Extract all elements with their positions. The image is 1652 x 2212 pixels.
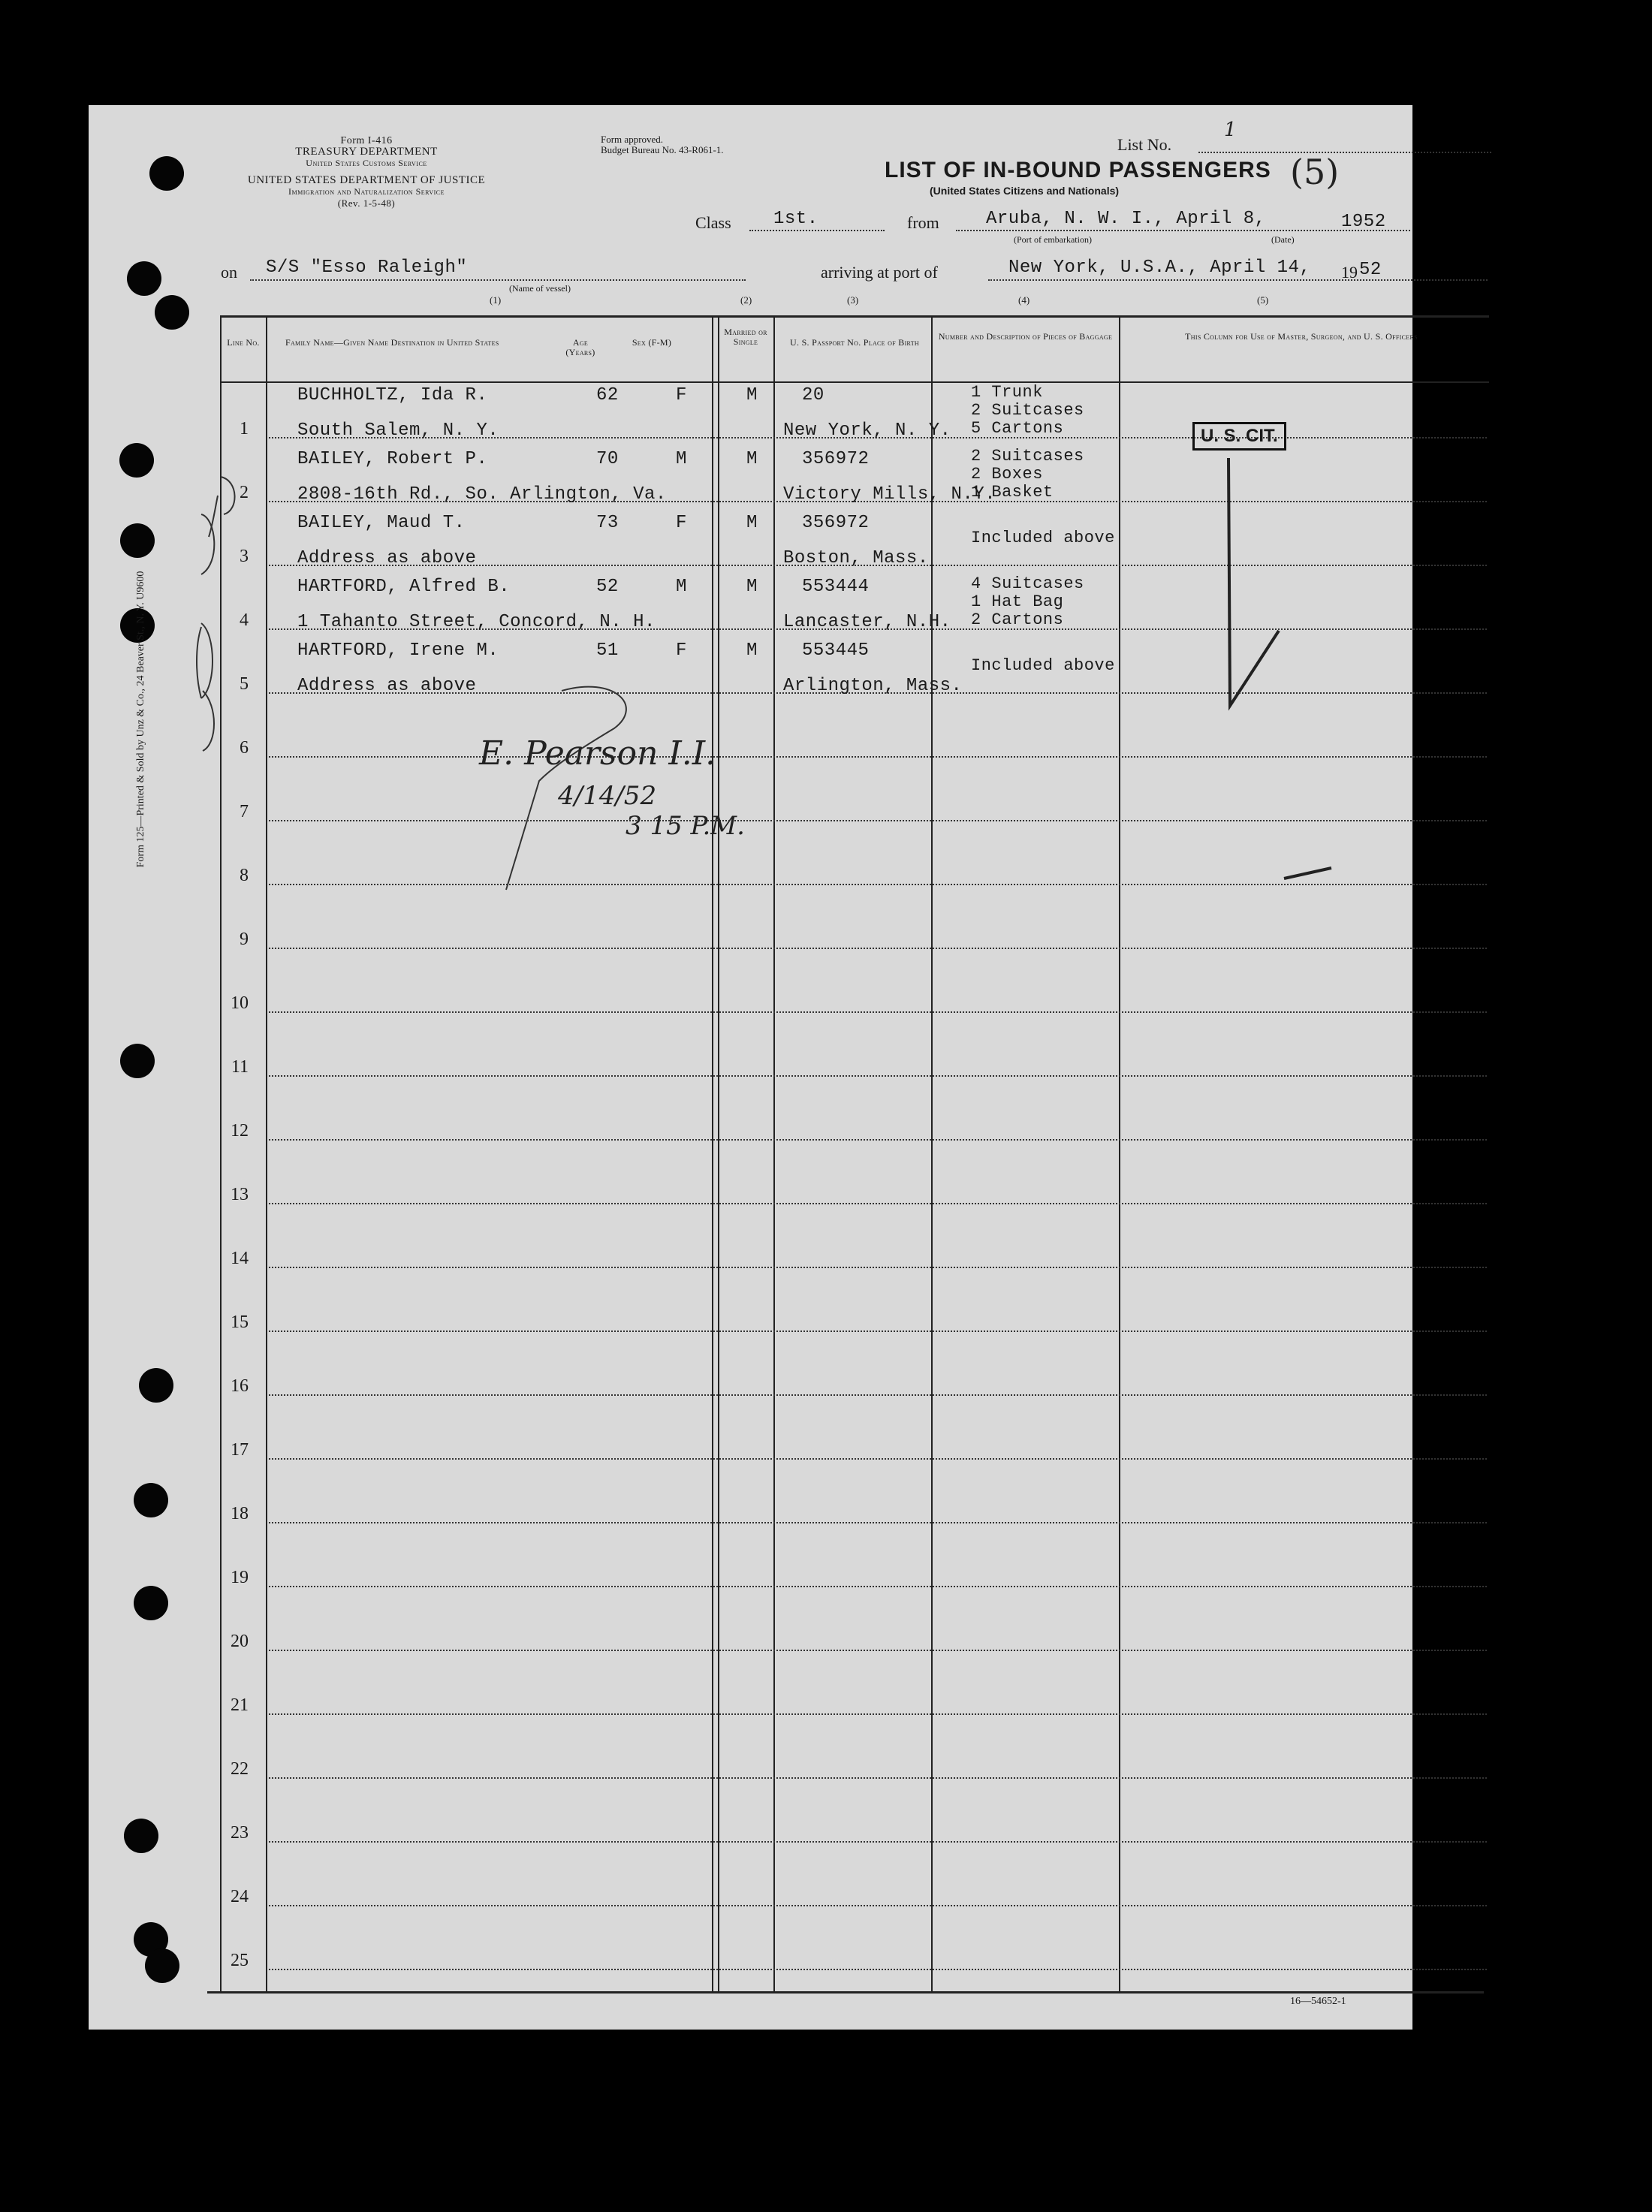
- line-number: 13: [231, 1185, 249, 1204]
- baggage-line-2: 1 Hat Bag: [971, 592, 1064, 611]
- line-number: 14: [231, 1249, 249, 1268]
- passenger-name: HARTFORD, Alfred B.: [297, 577, 511, 597]
- line-number: 15: [231, 1312, 249, 1332]
- form-approved: Form approved.: [601, 134, 664, 145]
- line-number: 23: [231, 1823, 249, 1843]
- passenger-name: BUCHHOLTZ, Ida R.: [297, 385, 488, 405]
- col-baggage-header: Number and Description of Pieces of Baggage: [938, 331, 1113, 342]
- line-number: 16: [231, 1376, 249, 1396]
- passenger-age: 51: [596, 640, 619, 661]
- row-ruling: [269, 1011, 1487, 1013]
- passenger-married: M: [746, 449, 758, 469]
- row-ruling: [269, 1203, 1487, 1204]
- binder-hole: [127, 261, 161, 296]
- passenger-age: 62: [596, 385, 619, 405]
- row-ruling: [269, 1522, 1487, 1523]
- document-page: [89, 105, 1418, 2030]
- line-number: 18: [231, 1504, 249, 1523]
- row-ruling: [269, 1586, 1487, 1587]
- line-number: 17: [231, 1440, 249, 1460]
- line-number: 20: [231, 1632, 249, 1651]
- on-label: on: [221, 263, 237, 282]
- baggage-line-3: 1 Basket: [971, 483, 1054, 502]
- col-caption-4: (4): [1018, 294, 1030, 306]
- place-of-birth: Victory Mills, N.Y.: [783, 484, 996, 505]
- binder-hole: [134, 1586, 168, 1620]
- passenger-name: HARTFORD, Irene M.: [297, 640, 499, 661]
- budget-bureau: Budget Bureau No. 43-R061-1.: [601, 144, 724, 155]
- form-subtitle: (United States Citizens and Nationals): [930, 185, 1120, 197]
- col-officers-header: This Column for Use of Master, Surgeon, and U. S. Officers: [1185, 331, 1418, 342]
- form-title: LIST OF IN-BOUND PASSENGERS: [885, 158, 1271, 182]
- passenger-name: BAILEY, Robert P.: [297, 449, 488, 469]
- line-number: 1: [240, 419, 249, 438]
- row-ruling: [269, 1458, 1487, 1460]
- col-sex-header: Sex (F-M): [632, 337, 672, 348]
- passenger-sex: F: [676, 385, 687, 405]
- line-number: 12: [231, 1121, 249, 1141]
- row-ruling: [269, 1331, 1487, 1332]
- arriving-label: arriving at port of: [821, 263, 938, 282]
- passenger-sex: F: [676, 640, 687, 661]
- col-caption-1: (1): [490, 294, 502, 306]
- binder-hole: [124, 1819, 158, 1853]
- binder-hole: [145, 1948, 179, 1983]
- table-left-border: [220, 315, 222, 1994]
- place-of-birth: New York, N. Y.: [783, 420, 951, 441]
- row-ruling: [269, 1394, 1487, 1396]
- list-no-value: 1: [1224, 119, 1237, 141]
- binder-hole: [139, 1368, 173, 1403]
- binder-hole: [149, 156, 184, 191]
- baggage-line-2: Included above: [971, 656, 1115, 675]
- passenger-sex: F: [676, 513, 687, 533]
- footer-code: 16—54652-1: [1290, 1996, 1346, 2007]
- line-number: 8: [240, 866, 249, 885]
- row-ruling: [269, 1777, 1487, 1779]
- table-top-border: [220, 315, 1489, 318]
- passenger-married: M: [746, 385, 758, 405]
- line-number: 11: [231, 1057, 249, 1077]
- embarkation-year: 1952: [1341, 212, 1386, 232]
- line-number: 10: [231, 993, 249, 1013]
- line-number: 24: [231, 1887, 249, 1906]
- inspection-date: 4/14/52: [558, 781, 657, 811]
- line-number: 5: [240, 674, 249, 694]
- passenger-married: M: [746, 640, 758, 661]
- department-treasury: TREASURY DEPARTMENT: [295, 146, 438, 158]
- line-number: 21: [231, 1695, 249, 1715]
- us-citizen-stamp: U. S. CIT.: [1192, 422, 1286, 451]
- passport-number: 20: [802, 385, 824, 405]
- line-number: 2: [240, 483, 249, 502]
- passenger-destination: 2808-16th Rd., So. Arlington, Va.: [297, 484, 667, 505]
- vessel-caption: (Name of vessel): [509, 283, 571, 294]
- baggage-line-3: 5 Cartons: [971, 419, 1064, 438]
- passenger-age: 73: [596, 513, 619, 533]
- passenger-destination: South Salem, N. Y.: [297, 420, 499, 441]
- passenger-destination: 1 Tahanto Street, Concord, N. H.: [297, 612, 656, 632]
- baggage-line-2: Included above: [971, 529, 1115, 547]
- passenger-married: M: [746, 577, 758, 597]
- baggage-line-2: 2 Suitcases: [971, 401, 1084, 420]
- place-of-birth: Boston, Mass.: [783, 548, 929, 568]
- baggage-line-1: 1 Trunk: [971, 383, 1043, 402]
- department-justice: UNITED STATES DEPARTMENT OF JUSTICE: [247, 174, 486, 186]
- binder-hole: [119, 443, 154, 478]
- row-ruling: [269, 1267, 1487, 1268]
- row-ruling: [269, 1075, 1487, 1077]
- row-ruling: [269, 820, 1487, 821]
- col-line-header: Line No.: [227, 337, 260, 348]
- col-passport-header: U. S. Passport No. Place of Birth: [790, 337, 919, 348]
- row-ruling: [269, 1841, 1487, 1843]
- class-label: Class: [695, 213, 731, 232]
- passport-number: 356972: [802, 449, 870, 469]
- inspection-time: 3 15 P.M.: [626, 811, 745, 841]
- from-label: from: [907, 213, 939, 232]
- col-age-header: Age (Years): [565, 337, 595, 357]
- arrival-year: 52: [1359, 260, 1382, 280]
- class-value: 1st.: [773, 209, 818, 229]
- line-number: 19: [231, 1568, 249, 1587]
- revision-date: (Rev. 1-5-48): [337, 197, 396, 209]
- list-no-label: List No.: [1117, 135, 1172, 154]
- passenger-sex: M: [676, 449, 687, 469]
- table-bottom-border: [207, 1991, 1484, 1994]
- customs-service: United States Customs Service: [306, 158, 427, 168]
- handwritten-count: (5): [1290, 152, 1340, 192]
- passport-number: 553445: [802, 640, 870, 661]
- passenger-destination: Address as above: [297, 676, 477, 696]
- baggage-line-1: 4 Suitcases: [971, 574, 1084, 593]
- binder-hole: [155, 295, 189, 330]
- line-number: 6: [240, 738, 249, 758]
- place-of-birth: Lancaster, N.H.: [783, 612, 951, 632]
- row-ruling: [269, 948, 1487, 949]
- inspector-signature: E. Pearson I.I.: [479, 734, 716, 773]
- col-caption-3: (3): [847, 294, 859, 306]
- binder-hole: [134, 1483, 168, 1517]
- baggage-line-1: 2 Suitcases: [971, 447, 1084, 466]
- arrival-value: New York, U.S.A., April 14,: [1008, 258, 1311, 278]
- immigration-service: Immigration and Naturalization Service: [288, 186, 445, 197]
- col-caption-2: (2): [740, 294, 752, 306]
- row-ruling: [269, 1139, 1487, 1141]
- row-ruling: [269, 1713, 1487, 1715]
- row-ruling: [269, 756, 1487, 758]
- row-ruling: [269, 1650, 1487, 1651]
- vessel-name: S/S "Esso Raleigh": [266, 258, 468, 278]
- line-number: 9: [240, 930, 249, 949]
- passenger-destination: Address as above: [297, 548, 477, 568]
- passenger-sex: M: [676, 577, 687, 597]
- passport-number: 553444: [802, 577, 870, 597]
- line-number: 22: [231, 1759, 249, 1779]
- place-of-birth: Arlington, Mass.: [783, 676, 963, 696]
- passport-number: 356972: [802, 513, 870, 533]
- port-embarkation-caption: (Port of embarkation): [1014, 234, 1092, 245]
- row-ruling: [269, 1905, 1487, 1906]
- row-ruling: [269, 1969, 1487, 1970]
- baggage-line-2: 2 Boxes: [971, 465, 1043, 484]
- line-number: 7: [240, 802, 249, 821]
- binder-hole: [120, 1044, 155, 1078]
- col-married-header: Married or Single: [724, 327, 767, 347]
- baggage-line-3: 2 Cartons: [971, 610, 1064, 629]
- line-number: 4: [240, 610, 249, 630]
- col-caption-5: (5): [1257, 294, 1269, 306]
- arrival-year-prefix: 19: [1341, 263, 1358, 282]
- passenger-name: BAILEY, Maud T.: [297, 513, 466, 533]
- passenger-age: 70: [596, 449, 619, 469]
- passenger-age: 52: [596, 577, 619, 597]
- table-header-border: [220, 381, 1489, 383]
- form-number: Form I-416: [340, 135, 393, 146]
- line-number: 25: [231, 1951, 249, 1970]
- col-name-header: Family Name—Given Name Destination in United States: [285, 337, 499, 348]
- date-caption: (Date): [1271, 234, 1295, 245]
- line-number: 3: [240, 547, 249, 566]
- printer-side-text: Form 125—Printed & Sold by Unz & Co., 24 Beaver St., N. Y. U9600: [135, 571, 146, 868]
- passenger-married: M: [746, 513, 758, 533]
- embarkation-value: Aruba, N. W. I., April 8,: [986, 209, 1266, 229]
- row-ruling: [269, 884, 1487, 885]
